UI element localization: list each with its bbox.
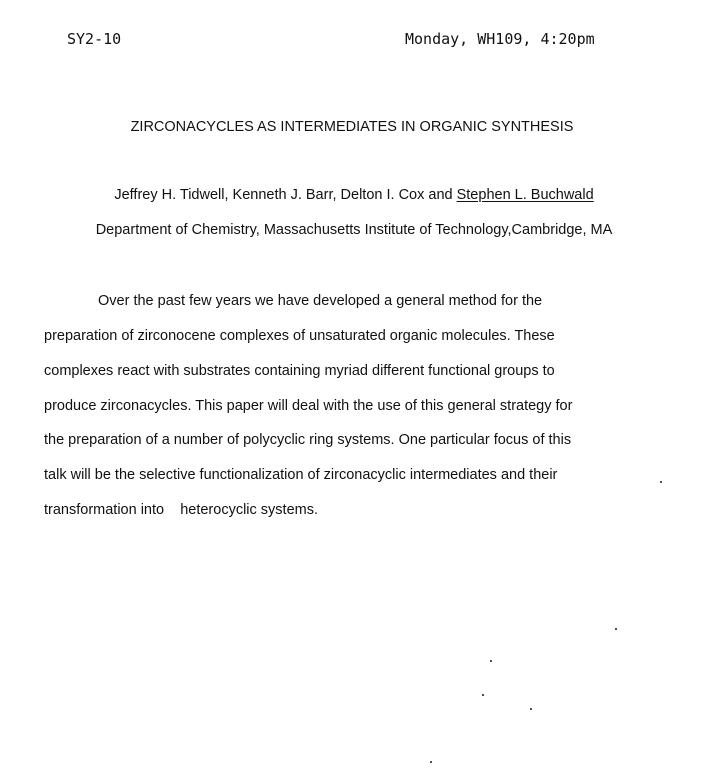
- abstract-line: complexes react with substrates containing myriad different functional groups to: [44, 363, 555, 379]
- scan-speck: [615, 628, 617, 630]
- abstract-line: the preparation of a number of polycyclic ring systems. One particular focus of this: [44, 432, 572, 448]
- affiliation: Department of Chemistry, Massachusetts Institute of Technology,Cambridge, MA: [95, 222, 613, 238]
- scan-speck: [490, 660, 492, 662]
- abstract-line: talk will be the selective functionalization of zirconacyclic intermediates and their: [44, 467, 558, 483]
- abstract-line: produce zirconacycles. This paper will deal with the use of this general strategy for: [44, 398, 573, 414]
- abstract-line: preparation of zirconocene complexes of unsaturated organic molecules. These: [44, 328, 555, 344]
- paper-title: ZIRCONACYCLES AS INTERMEDIATES IN ORGANIC SYNTHESIS: [130, 119, 574, 135]
- scan-speck: [482, 694, 484, 696]
- co-authors: Jeffrey H. Tidwell, Kenneth J. Barr, Delton I. Cox and: [114, 187, 457, 203]
- presenting-author: Stephen L. Buchwald: [456, 187, 594, 203]
- abstract-line: Over the past few years we have developed a general method for the: [98, 293, 543, 309]
- session-code: SY2-10: [67, 30, 122, 48]
- abstract-line: transformation into heterocyclic systems.: [44, 502, 318, 518]
- scan-speck: [430, 761, 432, 763]
- author-list: [0, 187, 704, 203]
- scan-speck: [530, 708, 532, 710]
- scan-speck: [660, 481, 662, 483]
- session-time: Monday, WH109, 4:20pm: [405, 30, 595, 48]
